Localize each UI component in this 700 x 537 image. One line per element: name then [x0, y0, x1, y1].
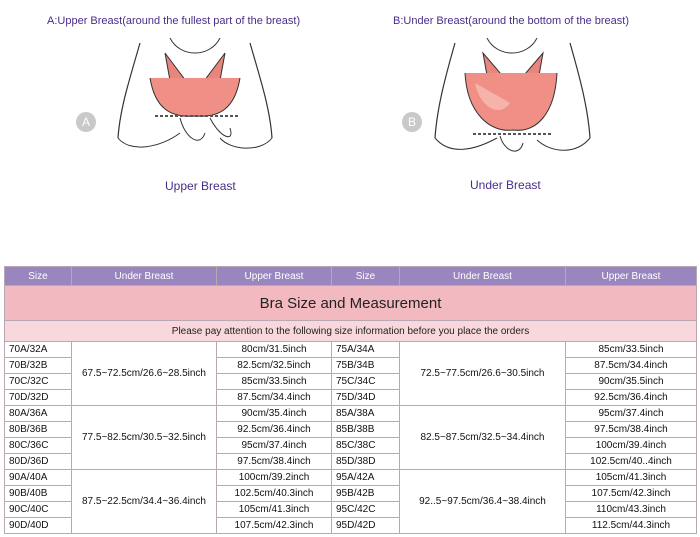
size-cell: 85C/38C: [332, 438, 400, 454]
size-cell: 90C/40C: [5, 502, 72, 518]
under-breast-range: 87.5~22.5cm/34.4~36.4inch: [72, 470, 217, 534]
size-cell: 75A/34A: [332, 342, 400, 358]
table-title: Bra Size and Measurement: [5, 286, 697, 321]
size-cell: 85A/38A: [332, 406, 400, 422]
header-upper-breast: Upper Breast: [217, 267, 332, 286]
table-notice: Please pay attention to the following size information before you place the orders: [5, 321, 697, 342]
caption-under-breast: B:Under Breast(around the bottom of the breast): [393, 15, 630, 27]
header-under-breast: Under Breast: [400, 267, 566, 286]
table-row: [5, 406, 697, 422]
under-breast-range: 82.5~87.5cm/32.5~34.4inch: [400, 406, 566, 470]
size-cell: 70D/32D: [5, 390, 72, 406]
upper-breast-cell: 100cm/39.4inch: [566, 438, 697, 454]
size-cell: 70A/32A: [5, 342, 72, 358]
upper-breast-cell: 102.5cm/40..4inch: [566, 454, 697, 470]
upper-breast-cell: 95cm/37.4inch: [566, 406, 697, 422]
upper-breast-cell: 102.5cm/40.3inch: [217, 486, 332, 502]
size-cell: 95B/42B: [332, 486, 400, 502]
label-under-breast: Under Breast: [470, 178, 541, 192]
upper-breast-cell: 90cm/35.4inch: [217, 406, 332, 422]
size-cell: 95A/42A: [332, 470, 400, 486]
upper-breast-cell: 92.5cm/36.4inch: [217, 422, 332, 438]
upper-breast-cell: 87.5cm/34.4inch: [217, 390, 332, 406]
upper-breast-cell: 95cm/37.4inch: [217, 438, 332, 454]
upper-breast-cell: 100cm/39.2inch: [217, 470, 332, 486]
upper-breast-cell: 105cm/41.3inch: [217, 502, 332, 518]
size-cell: 75B/34B: [332, 358, 400, 374]
upper-breast-cell: 80cm/31.5inch: [217, 342, 332, 358]
upper-breast-illustration: [110, 38, 280, 178]
size-cell: 75D/34D: [332, 390, 400, 406]
header-size: Size: [332, 267, 400, 286]
size-cell: 95C/42C: [332, 502, 400, 518]
upper-breast-cell: 90cm/35.5inch: [566, 374, 697, 390]
upper-breast-cell: 92.5cm/36.4inch: [566, 390, 697, 406]
upper-breast-cell: 97.5cm/38.4inch: [217, 454, 332, 470]
size-cell: 90A/40A: [5, 470, 72, 486]
header-upper-breast: Upper Breast: [566, 267, 697, 286]
size-cell: 80B/36B: [5, 422, 72, 438]
upper-breast-cell: 87.5cm/34.4inch: [566, 358, 697, 374]
size-cell: 95D/42D: [332, 518, 400, 534]
size-cell: 70C/32C: [5, 374, 72, 390]
size-cell: 75C/34C: [332, 374, 400, 390]
size-cell: 80C/36C: [5, 438, 72, 454]
bra-size-table: [4, 266, 697, 534]
size-cell: 80A/36A: [5, 406, 72, 422]
label-upper-breast: Upper Breast: [165, 179, 236, 193]
upper-breast-cell: 85cm/33.5inch: [217, 374, 332, 390]
upper-breast-cell: 107.5cm/42.3inch: [566, 486, 697, 502]
size-cell: 85D/38D: [332, 454, 400, 470]
under-breast-range: 77.5~82.5cm/30.5~32.5inch: [72, 406, 217, 470]
size-cell: 80D/36D: [5, 454, 72, 470]
upper-breast-cell: 82.5cm/32.5inch: [217, 358, 332, 374]
size-cell: 90B/40B: [5, 486, 72, 502]
upper-breast-cell: 85cm/33.5inch: [566, 342, 697, 358]
upper-breast-cell: 107.5cm/42.3inch: [217, 518, 332, 534]
upper-breast-cell: 97.5cm/38.4inch: [566, 422, 697, 438]
badge-b: B: [402, 112, 422, 132]
upper-breast-cell: 105cm/41.3inch: [566, 470, 697, 486]
size-cell: 85B/38B: [332, 422, 400, 438]
caption-upper-breast: A:Upper Breast(around the fullest part of the breast): [47, 15, 301, 27]
under-breast-range: 72.5~77.5cm/26.6~30.5inch: [400, 342, 566, 406]
upper-breast-cell: 110cm/43.3inch: [566, 502, 697, 518]
header-under-breast: Under Breast: [72, 267, 217, 286]
under-breast-range: 92..5~97.5cm/36.4~38.4inch: [400, 470, 566, 534]
size-cell: 90D/40D: [5, 518, 72, 534]
upper-breast-cell: 112.5cm/44.3inch: [566, 518, 697, 534]
table-row: [5, 342, 697, 358]
under-breast-range: 67.5~72.5cm/26.6~28.5inch: [72, 342, 217, 406]
table-row: [5, 470, 697, 486]
size-cell: 70B/32B: [5, 358, 72, 374]
badge-a: A: [76, 112, 96, 132]
under-breast-illustration: [425, 38, 600, 178]
table-header-row: [5, 267, 697, 286]
header-size: Size: [5, 267, 72, 286]
